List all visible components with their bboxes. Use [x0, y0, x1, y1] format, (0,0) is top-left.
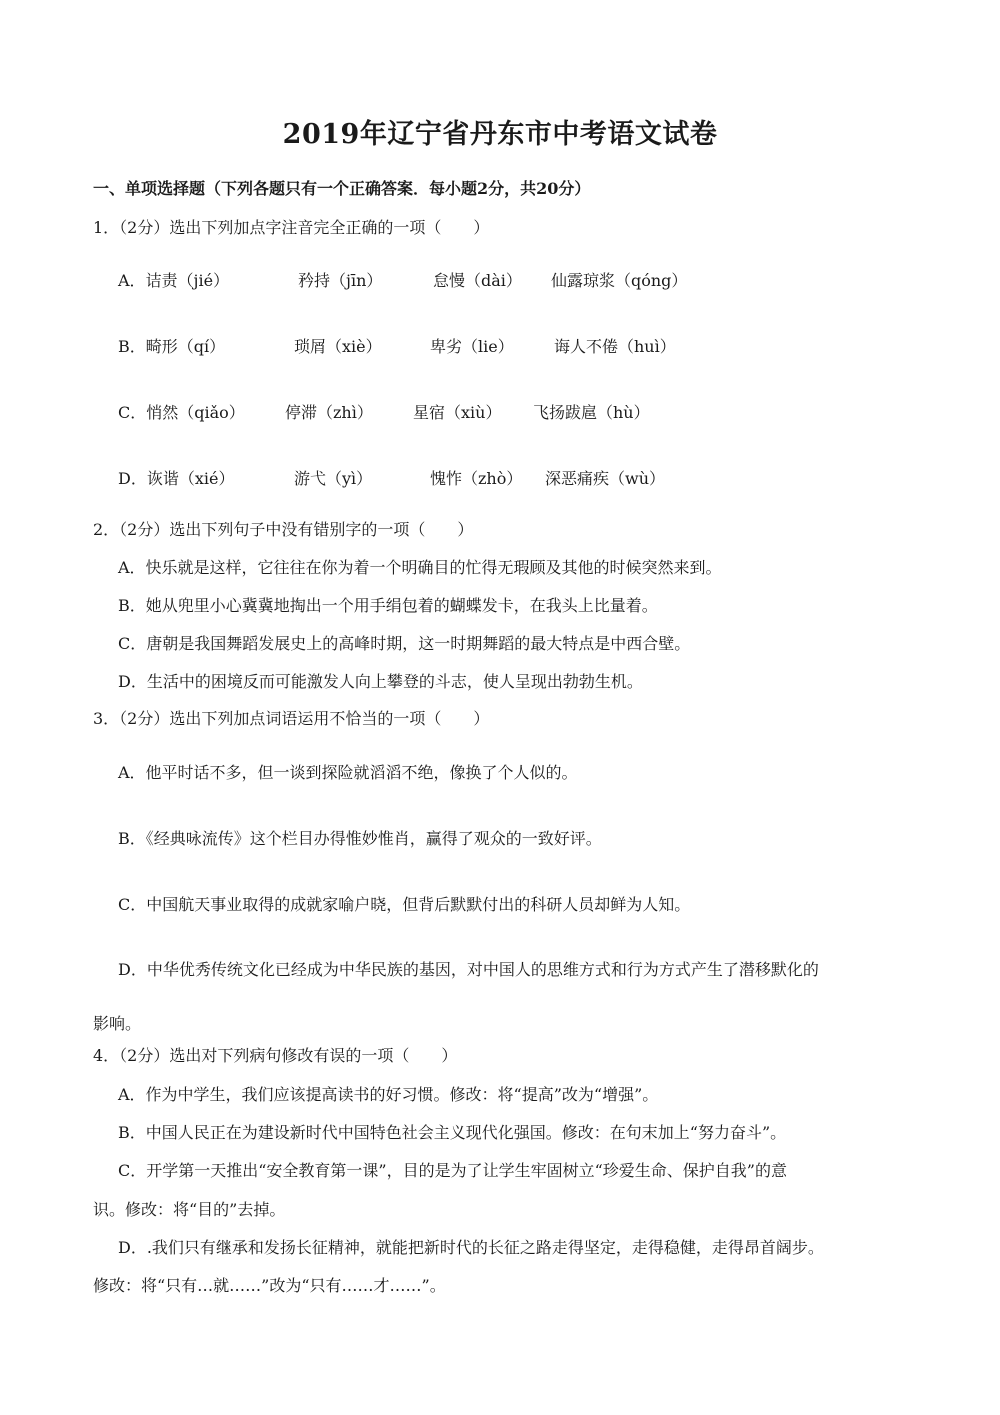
option-label: C．悄然（qiǎo）: [118, 403, 245, 422]
question-4-option-a: A．作为中学生，我们应该提高读书的好习惯。修改：将“提高”改为“增强”。: [118, 1085, 659, 1104]
question-3-option-b: B．《经典咏流传》这个栏目办得惟妙惟肖，赢得了观众的一致好评。: [118, 829, 602, 848]
question-1-stem: 1．（2分）选出下列加点字注音完全正确的一项（ ）: [93, 218, 490, 237]
option-label: B．畸形（qí）: [118, 337, 226, 356]
question-2-option-c: C．唐朝是我国舞蹈发展史上的高峰时期，这一时期舞蹈的最大特点是中西合壁。: [118, 634, 691, 653]
question-4-option-c: C．开学第一天推出“安全教育第一课”，目的是为了让学生牢固树立“珍爱生命、保护自我”的意: [118, 1161, 787, 1180]
option-item: 停滞（zhì）: [285, 403, 373, 422]
option-item: 仙露琼浆（qóng）: [551, 271, 688, 290]
option-item: 飞扬跋扈（hù）: [533, 403, 650, 422]
option-item: 愧怍（zhò）: [430, 469, 523, 488]
question-4-option-b: B．中国人民正在为建设新时代中国特色社会主义现代化强国。修改：在句末加上“努力奋斗”。: [118, 1123, 787, 1142]
option-label: A．诘责（jié）: [118, 271, 230, 290]
option-item: 卑劣（lie）: [430, 337, 514, 356]
question-3-option-c: C．中国航天事业取得的成就家喻户晓，但背后默默付出的科研人员却鲜为人知。: [118, 895, 691, 914]
question-3-stem: 3．（2分）选出下列加点词语运用不恰当的一项（ ）: [93, 709, 490, 728]
section-heading: 一、单项选择题（下列各题只有一个正确答案．每小题2分，共20分）: [93, 179, 591, 198]
option-item: 深恶痛疾（wù）: [545, 469, 666, 488]
option-item: 矜持（jīn）: [298, 271, 383, 290]
question-3-option-d-continuation: 影响。: [93, 1014, 142, 1033]
option-item: 游弋（yì）: [294, 469, 373, 488]
question-2-stem: 2．（2分）选出下列句子中没有错别字的一项（ ）: [93, 520, 474, 539]
question-4-stem: 4．（2分）选出对下列病句修改有误的一项（ ）: [93, 1046, 458, 1065]
option-item: 诲人不倦（huì）: [554, 337, 676, 356]
option-item: 琐屑（xiè）: [294, 337, 382, 356]
question-4-option-d-continuation: 修改：将“只有…就……”改为“只有……才……”。: [93, 1276, 446, 1295]
page-title: 2019年辽宁省丹东市中考语文试卷: [282, 119, 718, 150]
question-4-option-c-continuation: 识。修改：将“目的”去掉。: [93, 1200, 286, 1219]
question-3-option-a: A．他平时话不多，但一谈到探险就滔滔不绝，像换了个人似的。: [118, 763, 578, 782]
option-label: D．诙谐（xié）: [118, 469, 235, 488]
option-item: 怠慢（dài）: [433, 271, 522, 290]
question-2-option-b: B．她从兜里小心冀冀地掏出一个用手绢包着的蝴蝶发卡，在我头上比量着。: [118, 596, 658, 615]
option-item: 星宿（xiù）: [413, 403, 502, 422]
question-4-option-d: D．.我们只有继承和发扬长征精神，就能把新时代的长征之路走得坚定，走得稳健，走得昂首阔步。: [118, 1238, 824, 1257]
question-2-option-d: D．生活中的困境反而可能激发人向上攀登的斗志，使人呈现出勃勃生机。: [118, 672, 643, 691]
question-3-option-d: D．中华优秀传统文化已经成为中华民族的基因，对中国人的思维方式和行为方式产生了潜移默化的: [118, 960, 819, 979]
question-2-option-a: A．快乐就是这样，它往往在你为着一个明确目的忙得无瑕顾及其他的时候突然来到。: [118, 558, 722, 577]
